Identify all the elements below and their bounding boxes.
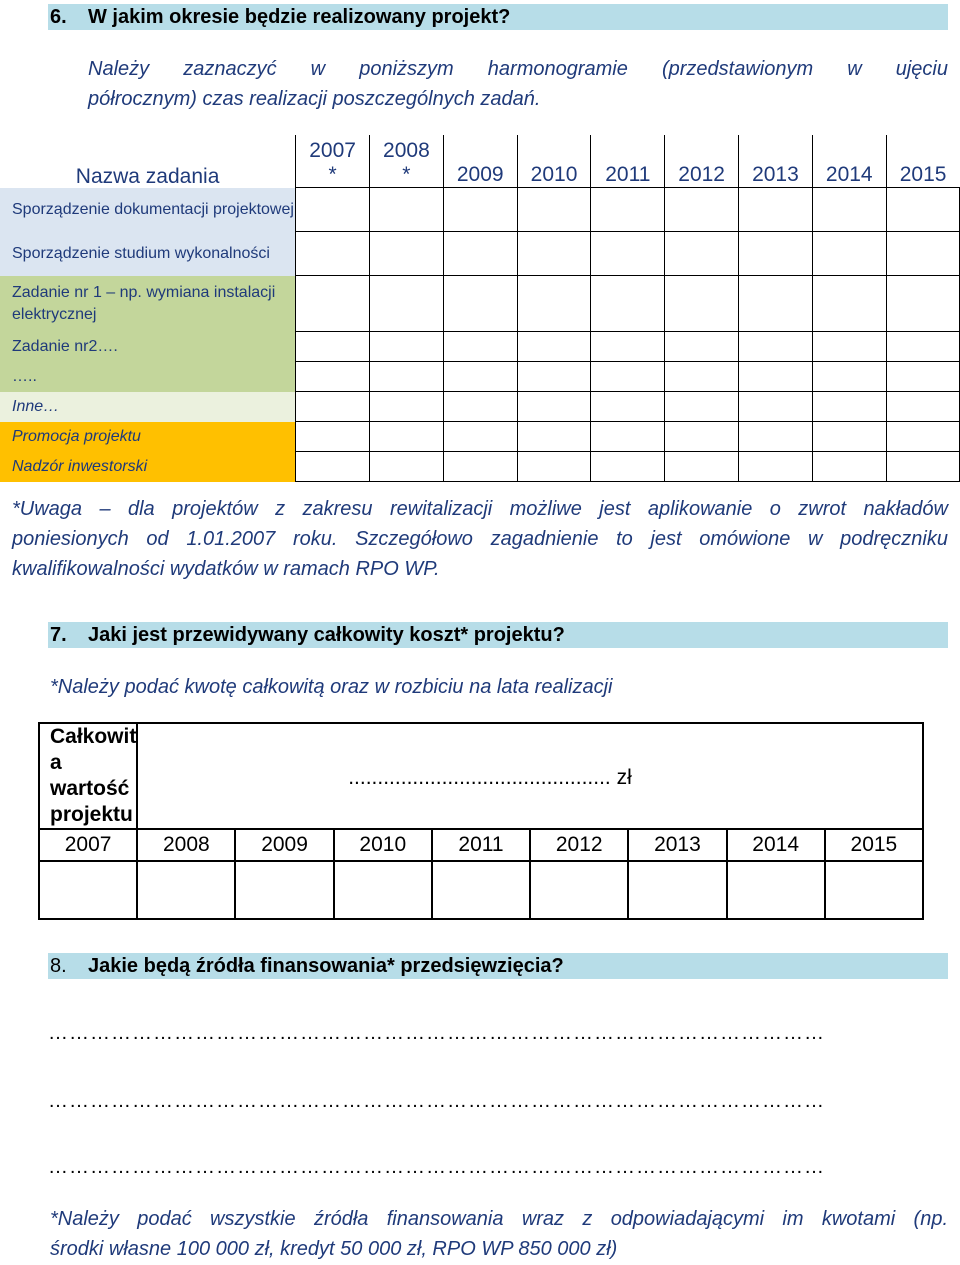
- section-6-header: [48, 4, 948, 30]
- schedule-year-line1: [813, 139, 886, 163]
- schedule-cell[interactable]: [591, 276, 665, 332]
- schedule-cell[interactable]: [591, 452, 665, 482]
- schedule-cell[interactable]: [812, 362, 886, 392]
- schedule-cell[interactable]: [296, 422, 370, 452]
- schedule-cell[interactable]: [886, 452, 959, 482]
- note-line2: poniesionych od 1.01.2007 roku. Szczegółowo zagadnienie to jest omówione w podręczniku: [12, 528, 948, 550]
- total-value-label-line: Całkowit: [50, 725, 137, 748]
- cost-year-value-field[interactable]: [530, 861, 628, 919]
- total-value-label-line: projektu: [50, 803, 133, 826]
- schedule-cell[interactable]: [369, 332, 443, 362]
- schedule-cell[interactable]: [517, 188, 591, 232]
- schedule-task-name: Sporządzenie dokumentacji projektowej: [0, 188, 296, 232]
- section-6-title: W jakim okresie będzie realizowany projekt?: [88, 6, 511, 28]
- schedule-cell[interactable]: [812, 452, 886, 482]
- cost-year-header: 2009: [235, 829, 333, 861]
- schedule-cell[interactable]: [369, 188, 443, 232]
- schedule-cell[interactable]: [739, 276, 813, 332]
- schedule-year-line2: *: [328, 163, 337, 186]
- schedule-cell[interactable]: [886, 332, 959, 362]
- section-8-header: [48, 953, 948, 979]
- schedule-year-line1: [591, 139, 664, 163]
- schedule-year-line1: [887, 139, 960, 163]
- schedule-cell[interactable]: [517, 232, 591, 276]
- schedule-cell[interactable]: [443, 276, 517, 332]
- schedule-cell[interactable]: [812, 276, 886, 332]
- schedule-cell[interactable]: [369, 276, 443, 332]
- schedule-task-name: Sporządzenie studium wykonalności: [0, 232, 296, 276]
- schedule-year-line2: 2009: [456, 163, 504, 186]
- cost-year-value-field[interactable]: [628, 861, 726, 919]
- note-line1: *Uwaga – dla projektów z zakresu rewitalizacji możliwe jest aplikowanie o zwrot nakładów: [12, 498, 948, 520]
- schedule-cell[interactable]: [665, 232, 739, 276]
- schedule-cell[interactable]: [591, 232, 665, 276]
- schedule-year-header: [369, 135, 443, 188]
- schedule-cell[interactable]: [443, 422, 517, 452]
- cost-year-header: 2012: [530, 829, 628, 861]
- schedule-cell[interactable]: [665, 332, 739, 362]
- schedule-cell[interactable]: [812, 422, 886, 452]
- total-value-field[interactable]: [137, 723, 923, 829]
- section-6-instruction-line2: półrocznym) czas realizacji poszczególnych zadań.: [88, 88, 541, 110]
- schedule-task-name: Nadzór inwestorski: [0, 452, 296, 482]
- schedule-cell[interactable]: [665, 452, 739, 482]
- section-8-title: Jakie będą źródła finansowania* przedsięwzięcia?: [88, 955, 564, 977]
- funding-dotted-line[interactable]: …………………………………………………………………………………………………: [48, 1156, 825, 1178]
- schedule-cell[interactable]: [739, 362, 813, 392]
- section-6-number: 6.: [50, 6, 67, 28]
- schedule-year-header: [665, 135, 739, 188]
- schedule-cell[interactable]: [517, 276, 591, 332]
- schedule-cell[interactable]: [739, 422, 813, 452]
- schedule-year-header: [812, 135, 886, 188]
- schedule-cell[interactable]: [886, 232, 959, 276]
- schedule-cell[interactable]: [665, 392, 739, 422]
- schedule-task-name: Zadanie nr2….: [0, 332, 296, 362]
- schedule-task-name: Inne…: [0, 392, 296, 422]
- cost-year-header: 2011: [432, 829, 530, 861]
- schedule-cell[interactable]: [443, 232, 517, 276]
- schedule-cell[interactable]: [443, 362, 517, 392]
- schedule-cell[interactable]: [591, 332, 665, 362]
- schedule-cell[interactable]: [369, 392, 443, 422]
- schedule-year-line2: *: [402, 163, 411, 186]
- schedule-cell[interactable]: [443, 332, 517, 362]
- schedule-year-header: [443, 135, 517, 188]
- schedule-year-header: [296, 135, 370, 188]
- schedule-cell[interactable]: [886, 188, 959, 232]
- schedule-year-line2: 2013: [752, 163, 799, 186]
- schedule-cell[interactable]: [812, 392, 886, 422]
- schedule-year-line1: 2008: [383, 139, 430, 162]
- schedule-year-header: [591, 135, 665, 188]
- section-7-number: 7.: [50, 624, 67, 646]
- cost-year-header: 2010: [334, 829, 432, 861]
- schedule-cell[interactable]: [517, 392, 591, 422]
- schedule-header-task-name: Nazwa zadania: [75, 164, 220, 188]
- section-7-title: Jaki jest przewidywany całkowity koszt* projektu?: [88, 624, 565, 646]
- schedule-cell[interactable]: [665, 188, 739, 232]
- schedule-year-line2: 2012: [678, 163, 725, 186]
- schedule-cell[interactable]: [739, 452, 813, 482]
- total-value-label-line: a: [50, 751, 62, 774]
- cost-year-value-field[interactable]: [334, 861, 432, 919]
- section-8-footnote-line1: *Należy podać wszystkie źródła finansowania wraz z odpowiadającymi im kwotami (np.: [50, 1208, 948, 1230]
- cost-year-value-field[interactable]: [137, 861, 235, 919]
- schedule-cell[interactable]: [517, 362, 591, 392]
- section-6-instruction-line1: Należy zaznaczyć w poniższym harmonogramie (przedstawionym w ujęciu: [88, 58, 948, 80]
- schedule-year-header: [517, 135, 591, 188]
- schedule-cell[interactable]: [665, 362, 739, 392]
- cost-year-header: 2015: [825, 829, 923, 861]
- schedule-cell[interactable]: [665, 276, 739, 332]
- total-value-label: [39, 723, 137, 829]
- cost-year-value-field[interactable]: [432, 861, 530, 919]
- schedule-cell[interactable]: [739, 392, 813, 422]
- cost-year-value-field[interactable]: [39, 861, 137, 919]
- schedule-cell[interactable]: [886, 276, 959, 332]
- cost-year-value-field[interactable]: [727, 861, 825, 919]
- schedule-cell[interactable]: [665, 422, 739, 452]
- schedule-cell[interactable]: [739, 332, 813, 362]
- schedule-year-line2: 2011: [605, 163, 651, 186]
- funding-dotted-line[interactable]: …………………………………………………………………………………………………: [48, 1090, 825, 1112]
- schedule-cell[interactable]: [296, 452, 370, 482]
- schedule-year-line2: 2014: [825, 163, 873, 186]
- schedule-cell[interactable]: [812, 232, 886, 276]
- schedule-cell[interactable]: [296, 392, 370, 422]
- schedule-task-name: …..: [0, 362, 296, 392]
- schedule-year-header: [886, 135, 959, 188]
- cost-year-value-field[interactable]: [235, 861, 333, 919]
- schedule-cell[interactable]: [886, 362, 959, 392]
- schedule-year-line2: 2010: [530, 163, 578, 186]
- schedule-year-header: [739, 135, 813, 188]
- schedule-year-line1: [518, 139, 591, 163]
- schedule-task-name: Zadanie nr 1 – np. wymiana instalacji elektrycznej: [0, 276, 296, 332]
- cost-year-value-field[interactable]: [825, 861, 923, 919]
- schedule-cell[interactable]: [812, 332, 886, 362]
- schedule-cell[interactable]: [886, 392, 959, 422]
- schedule-year-line1: [444, 139, 517, 163]
- schedule-cell[interactable]: [369, 362, 443, 392]
- schedule-year-line1: [739, 139, 812, 163]
- schedule-cell[interactable]: [369, 422, 443, 452]
- schedule-cell[interactable]: [739, 232, 813, 276]
- cost-year-header: 2008: [137, 829, 235, 861]
- schedule-year-line1: [665, 139, 738, 163]
- section-7-header: [48, 622, 948, 648]
- schedule-year-line2: 2015: [899, 163, 947, 186]
- schedule-cell[interactable]: [591, 392, 665, 422]
- section-8-number: 8.: [50, 955, 67, 977]
- schedule-cell[interactable]: [296, 362, 370, 392]
- schedule-cell[interactable]: [296, 232, 370, 276]
- schedule-cell[interactable]: [812, 188, 886, 232]
- section-7-footnote: *Należy podać kwotę całkowitą oraz w rozbiciu na lata realizacji: [50, 676, 613, 698]
- total-value-label-line: wartość: [50, 777, 130, 800]
- schedule-cell[interactable]: [591, 422, 665, 452]
- note-line3: kwalifikowalności wydatków w ramach RPO WP.: [12, 558, 440, 580]
- schedule-cell[interactable]: [517, 452, 591, 482]
- cost-table: [38, 722, 924, 920]
- cost-year-header: 2013: [628, 829, 726, 861]
- schedule-year-line1: 2007: [309, 139, 356, 162]
- schedule-cell[interactable]: [443, 188, 517, 232]
- schedule-cell[interactable]: [739, 188, 813, 232]
- schedule-cell[interactable]: [443, 392, 517, 422]
- schedule-cell[interactable]: [369, 232, 443, 276]
- schedule-cell[interactable]: [517, 422, 591, 452]
- schedule-table: [0, 135, 960, 482]
- schedule-cell[interactable]: [886, 422, 959, 452]
- section-8-footnote-line2: środki własne 100 000 zł, kredyt 50 000 zł, RPO WP 850 000 zł): [50, 1238, 618, 1260]
- schedule-cell[interactable]: [369, 452, 443, 482]
- schedule-cell[interactable]: [296, 332, 370, 362]
- schedule-cell[interactable]: [296, 188, 370, 232]
- funding-dotted-line[interactable]: …………………………………………………………………………………………………: [48, 1022, 825, 1044]
- total-value-amount: ............................................. zł: [348, 766, 632, 789]
- schedule-cell[interactable]: [443, 452, 517, 482]
- cost-year-header: 2007: [39, 829, 137, 861]
- cost-year-header: 2014: [727, 829, 825, 861]
- schedule-cell[interactable]: [591, 362, 665, 392]
- schedule-cell[interactable]: [591, 188, 665, 232]
- schedule-cell[interactable]: [517, 332, 591, 362]
- schedule-cell[interactable]: [296, 276, 370, 332]
- schedule-task-name: Promocja projektu: [0, 422, 296, 452]
